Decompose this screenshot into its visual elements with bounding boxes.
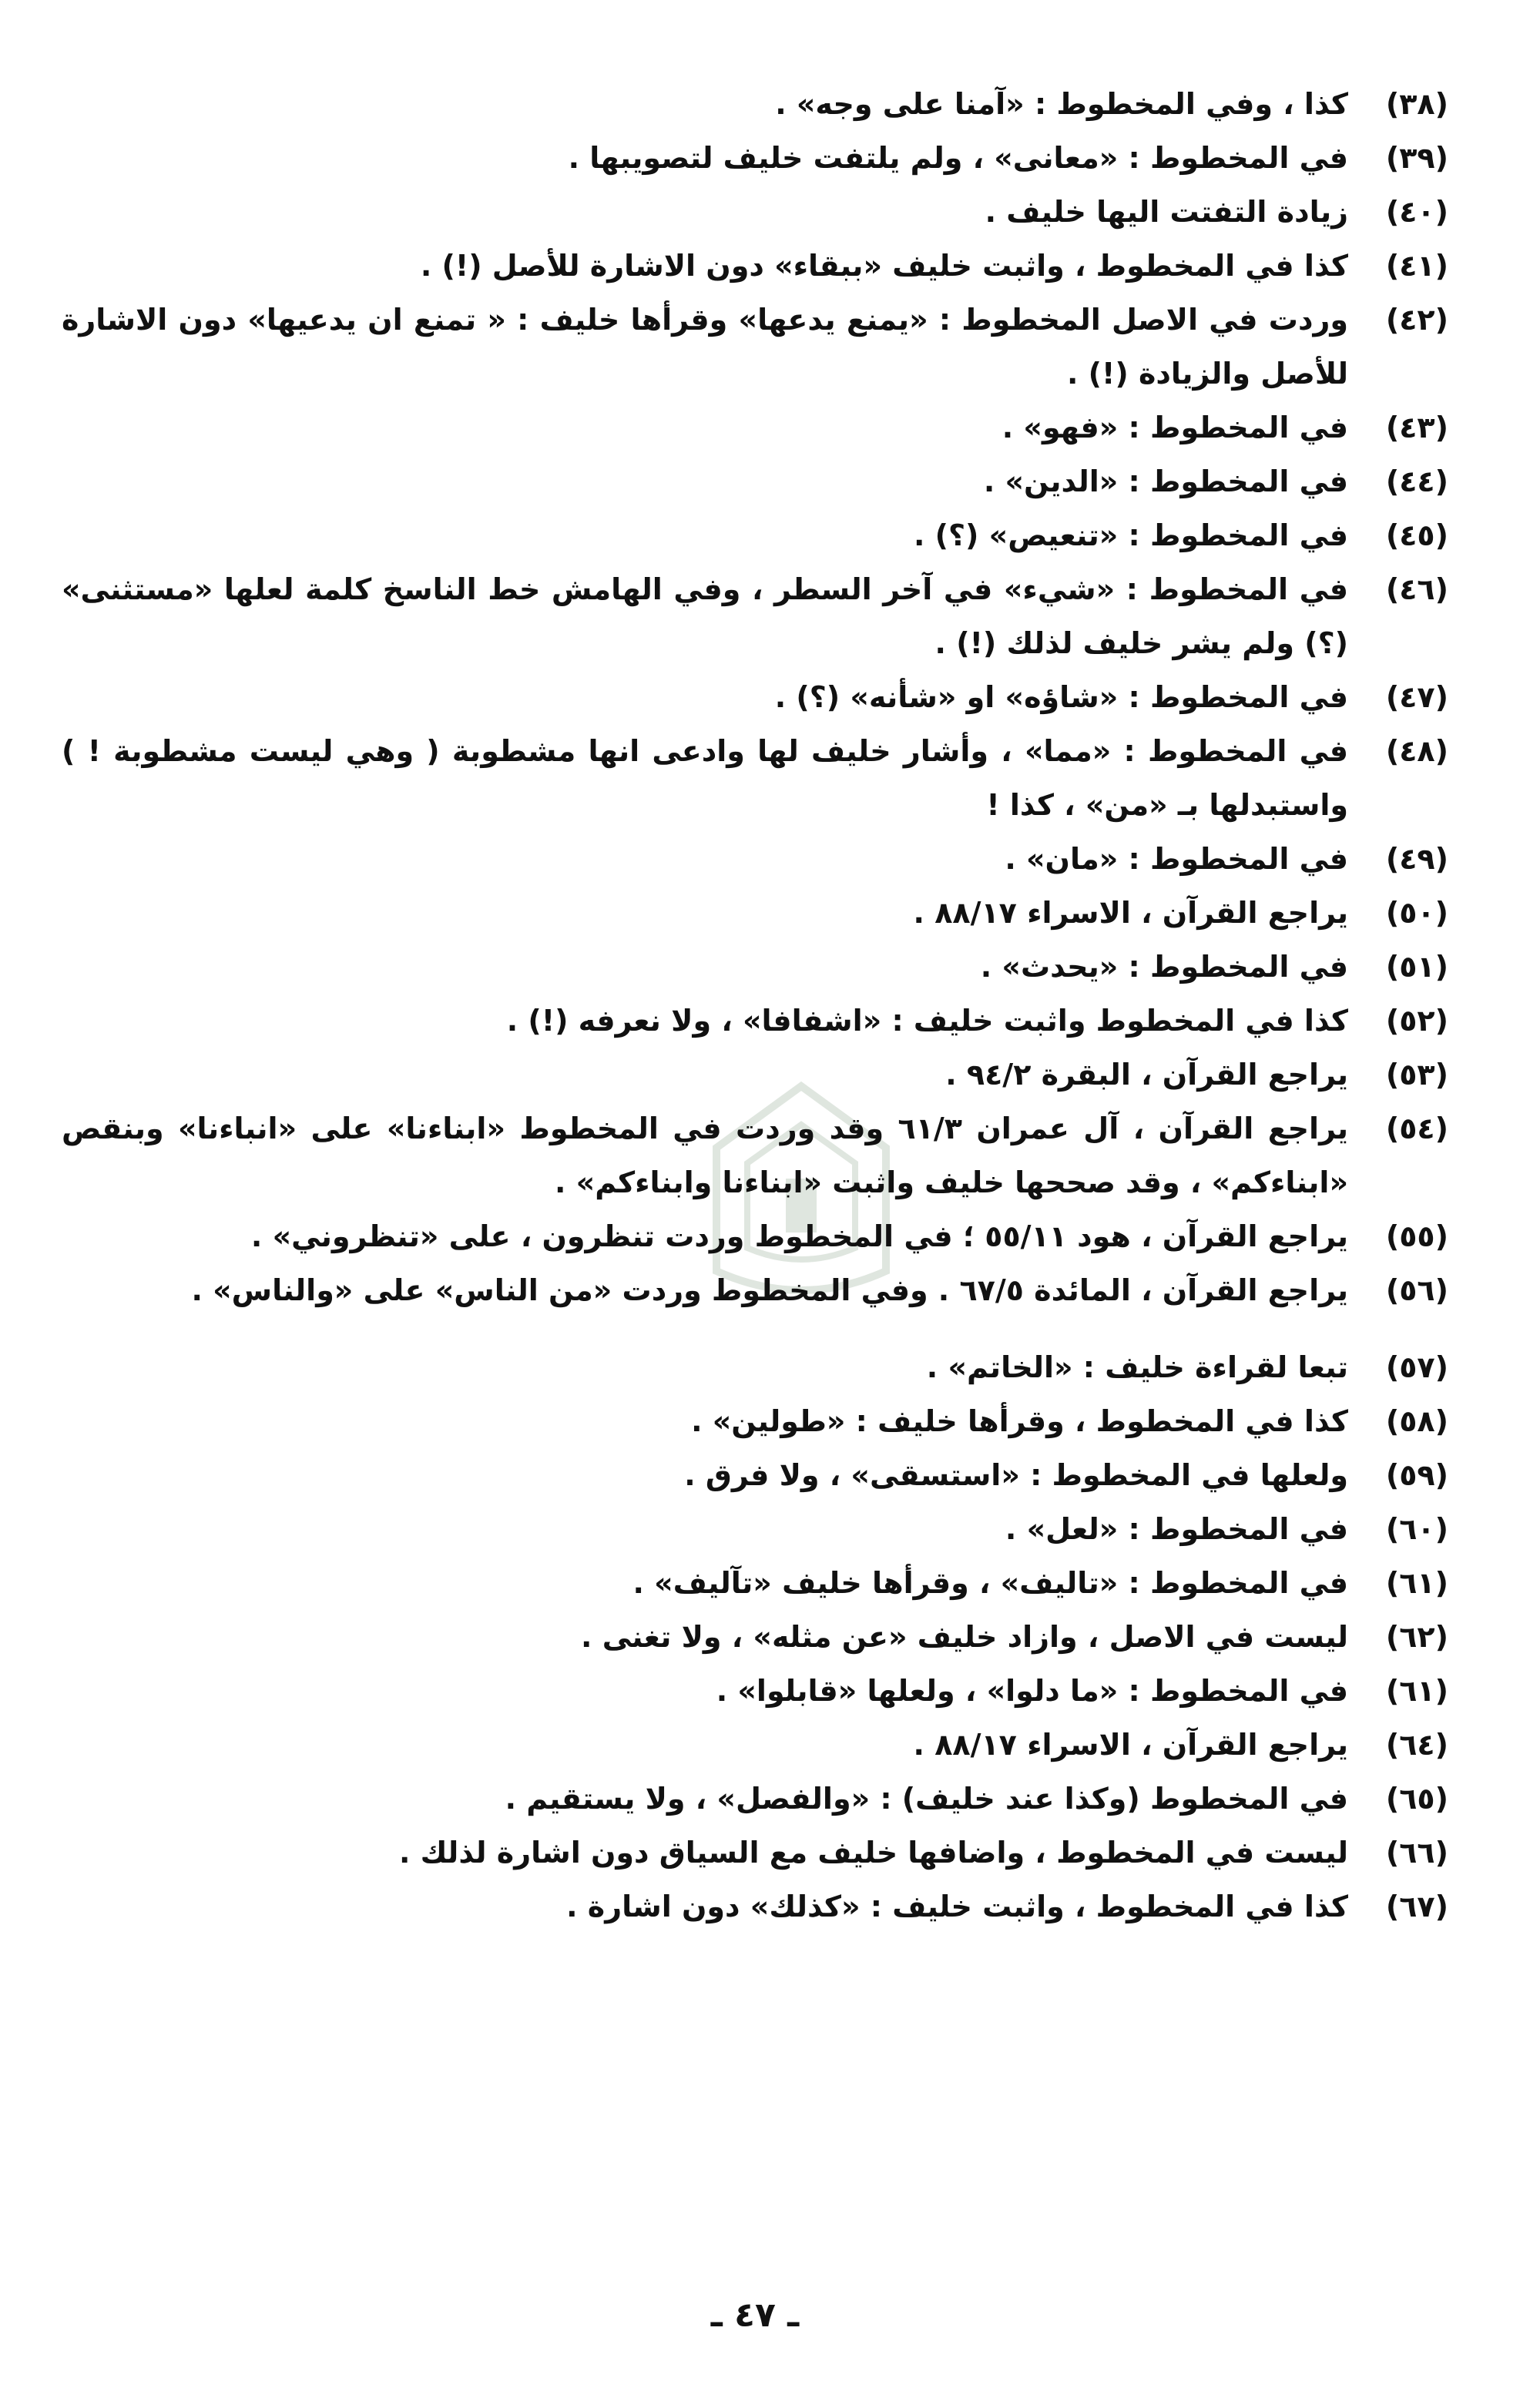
footnote-51 bbox=[62, 940, 1448, 994]
footnote-number: (٥٤) bbox=[1385, 1112, 1448, 1145]
footnote-text: يراجع القرآن ، البقرة ٩٤/٢ . bbox=[945, 1058, 1348, 1092]
footnote-57 bbox=[62, 1340, 1448, 1394]
footnote-49 bbox=[62, 832, 1448, 886]
footnote-text: وردت في الاصل المخطوط : «يمنع يدعها» وقرأها خليف : « تمنع ان يدعيها» دون الاشارة للأصل والزيادة (!) . bbox=[62, 303, 1348, 391]
footnote-45 bbox=[62, 508, 1448, 562]
footnote-number: (٦٢) bbox=[1385, 1620, 1448, 1654]
page-number: ـ ٤٧ ـ bbox=[710, 2296, 800, 2335]
footnote-text: في المخطوط : «مما» ، وأشار خليف لها وادعى انها مشطوبة ( وهي ليست مشطوبة ! ) واستبدلها بـ «من» ، كذا ! bbox=[62, 734, 1348, 822]
footnote-42 bbox=[62, 293, 1448, 401]
footnote-number: (٦١) bbox=[1385, 1674, 1448, 1708]
footnote-text: في المخطوط (وكذا عند خليف) : «والفصل» ، ولا يستقيم . bbox=[505, 1782, 1348, 1816]
footnote-39 bbox=[62, 131, 1448, 185]
footnote-55 bbox=[62, 1209, 1448, 1263]
footnote-number: (٦١) bbox=[1385, 1566, 1448, 1600]
footnote-65 bbox=[62, 1772, 1448, 1826]
footnote-59 bbox=[62, 1448, 1448, 1502]
footnote-text: في المخطوط : «معانى» ، ولم يلتفت خليف لتصويبها . bbox=[568, 141, 1348, 175]
footnote-38 bbox=[62, 77, 1448, 131]
footnote-number: (٤٩) bbox=[1385, 842, 1448, 876]
footnote-number: (٤٤) bbox=[1385, 464, 1448, 498]
footnote-number: (٥٢) bbox=[1385, 1004, 1448, 1038]
footnote-number: (٦٧) bbox=[1385, 1890, 1448, 1923]
footnote-text: في المخطوط : «شاؤه» او «شأنه» (؟) . bbox=[774, 680, 1348, 714]
footnote-60 bbox=[62, 1502, 1448, 1556]
footnote-text: يراجع القرآن ، هود ٥٥/١١ ؛ في المخطوط وردت تنظرون ، على «تنظروني» . bbox=[250, 1219, 1348, 1253]
footnote-number: (٤٣) bbox=[1385, 411, 1448, 444]
footnote-text: في المخطوط : «مان» . bbox=[1005, 842, 1348, 876]
footnote-number: (٤٧) bbox=[1385, 680, 1448, 714]
footnote-number: (٤٠) bbox=[1385, 195, 1448, 229]
footnote-66 bbox=[62, 1826, 1448, 1880]
footnote-number: (٥٠) bbox=[1385, 896, 1448, 930]
footnote-text: في المخطوط : «تاليف» ، وقرأها خليف «تآليف» . bbox=[632, 1566, 1348, 1600]
footnote-text: يراجع القرآن ، المائدة ٦٧/٥ . وفي المخطوط وردت «من الناس» على «والناس» . bbox=[191, 1273, 1348, 1307]
footnote-number: (٦٦) bbox=[1385, 1836, 1448, 1870]
footnote-43 bbox=[62, 401, 1448, 454]
footnote-54 bbox=[62, 1102, 1448, 1209]
footnote-number: (٥٦) bbox=[1385, 1273, 1448, 1307]
footnote-number: (٣٩) bbox=[1385, 141, 1448, 175]
footnote-text: في المخطوط : «لعل» . bbox=[1005, 1512, 1348, 1546]
footnote-48 bbox=[62, 724, 1448, 832]
footnote-number: (٦٠) bbox=[1385, 1512, 1448, 1546]
footnote-number: (٤١) bbox=[1385, 249, 1448, 283]
footnote-text: في المخطوط : «ما دلوا» ، ولعلها «قابلوا» . bbox=[716, 1674, 1348, 1708]
document-page bbox=[62, 31, 1448, 2342]
footnote-text: كذا في المخطوط ، وقرأها خليف : «طولين» . bbox=[691, 1404, 1348, 1438]
footnote-number: (٦٥) bbox=[1385, 1782, 1448, 1816]
footnote-63 bbox=[62, 1664, 1448, 1718]
footnote-text: زيادة التفتت اليها خليف . bbox=[985, 195, 1348, 229]
footnote-50 bbox=[62, 886, 1448, 940]
footnote-text: في المخطوط : «فهو» . bbox=[1002, 411, 1348, 444]
footnote-text: ولعلها في المخطوط : «استسقى» ، ولا فرق . bbox=[684, 1458, 1348, 1492]
footnote-text: في المخطوط : «الدين» . bbox=[983, 464, 1348, 498]
footnote-40 bbox=[62, 185, 1448, 239]
footnote-58 bbox=[62, 1394, 1448, 1448]
footnote-number: (٥٧) bbox=[1385, 1350, 1448, 1384]
footnote-text: كذا في المخطوط واثبت خليف : «اشفافا» ، ولا نعرفه (!) . bbox=[506, 1004, 1348, 1038]
footnote-number: (٤٢) bbox=[1385, 303, 1448, 337]
footnote-44 bbox=[62, 454, 1448, 508]
footnote-text: في المخطوط : «تنعيص» (؟) . bbox=[913, 518, 1348, 552]
footnote-text: يراجع القرآن ، آل عمران ٦١/٣ وقد وردت في المخطوط «ابناءنا» على «انباءنا» وبنقص «ابناءكم» ، وقد صححها خليف واثبت «ابناءنا وابناءكم» . bbox=[62, 1112, 1348, 1199]
footnote-text: ليست في المخطوط ، واضافها خليف مع السياق دون اشارة لذلك . bbox=[399, 1836, 1348, 1870]
footnote-text: في المخطوط : «شيء» في آخر السطر ، وفي الهامش خط الناسخ كلمة لعلها «مستثنى» (؟) ولم يشر خليف لذلك (!) . bbox=[62, 572, 1348, 660]
section-gap bbox=[62, 1317, 1448, 1340]
footnote-62 bbox=[62, 1610, 1448, 1664]
footnote-text: يراجع القرآن ، الاسراء ٨٨/١٧ . bbox=[913, 1728, 1348, 1762]
footnote-46 bbox=[62, 562, 1448, 670]
footnote-text: كذا ، وفي المخطوط : «آمنا على وجه» . bbox=[775, 87, 1348, 121]
footnote-text: يراجع القرآن ، الاسراء ٨٨/١٧ . bbox=[913, 896, 1348, 930]
footnote-53 bbox=[62, 1048, 1448, 1102]
footnote-52 bbox=[62, 994, 1448, 1048]
footnote-number: (٤٨) bbox=[1385, 734, 1448, 768]
footnote-56 bbox=[62, 1263, 1448, 1317]
footnote-number: (٥٥) bbox=[1385, 1219, 1448, 1253]
footnotes-list bbox=[62, 77, 1448, 1933]
footnote-text: كذا في المخطوط ، واثبت خليف : «كذلك» دون اشارة . bbox=[566, 1890, 1348, 1923]
footnote-number: (٣٨) bbox=[1385, 87, 1448, 121]
footnote-text: كذا في المخطوط ، واثبت خليف «ببقاء» دون الاشارة للأصل (!) . bbox=[420, 249, 1348, 283]
footnote-number: (٥٣) bbox=[1385, 1058, 1448, 1092]
footnote-47 bbox=[62, 670, 1448, 724]
footnote-number: (٤٥) bbox=[1385, 518, 1448, 552]
footnote-number: (٥٨) bbox=[1385, 1404, 1448, 1438]
footnote-number: (٥١) bbox=[1385, 950, 1448, 984]
footnote-64 bbox=[62, 1718, 1448, 1772]
footnote-text: تبعا لقراءة خليف : «الخاتم» . bbox=[926, 1350, 1348, 1384]
footnote-number: (٥٩) bbox=[1385, 1458, 1448, 1492]
footnote-number: (٦٤) bbox=[1385, 1728, 1448, 1762]
footnote-67 bbox=[62, 1880, 1448, 1933]
footnote-number: (٤٦) bbox=[1385, 572, 1448, 606]
footnote-41 bbox=[62, 239, 1448, 293]
footnote-text: في المخطوط : «يحدث» . bbox=[980, 950, 1348, 984]
footnote-61 bbox=[62, 1556, 1448, 1610]
footnote-text: ليست في الاصل ، وازاد خليف «عن مثله» ، ولا تغنى . bbox=[581, 1620, 1348, 1654]
